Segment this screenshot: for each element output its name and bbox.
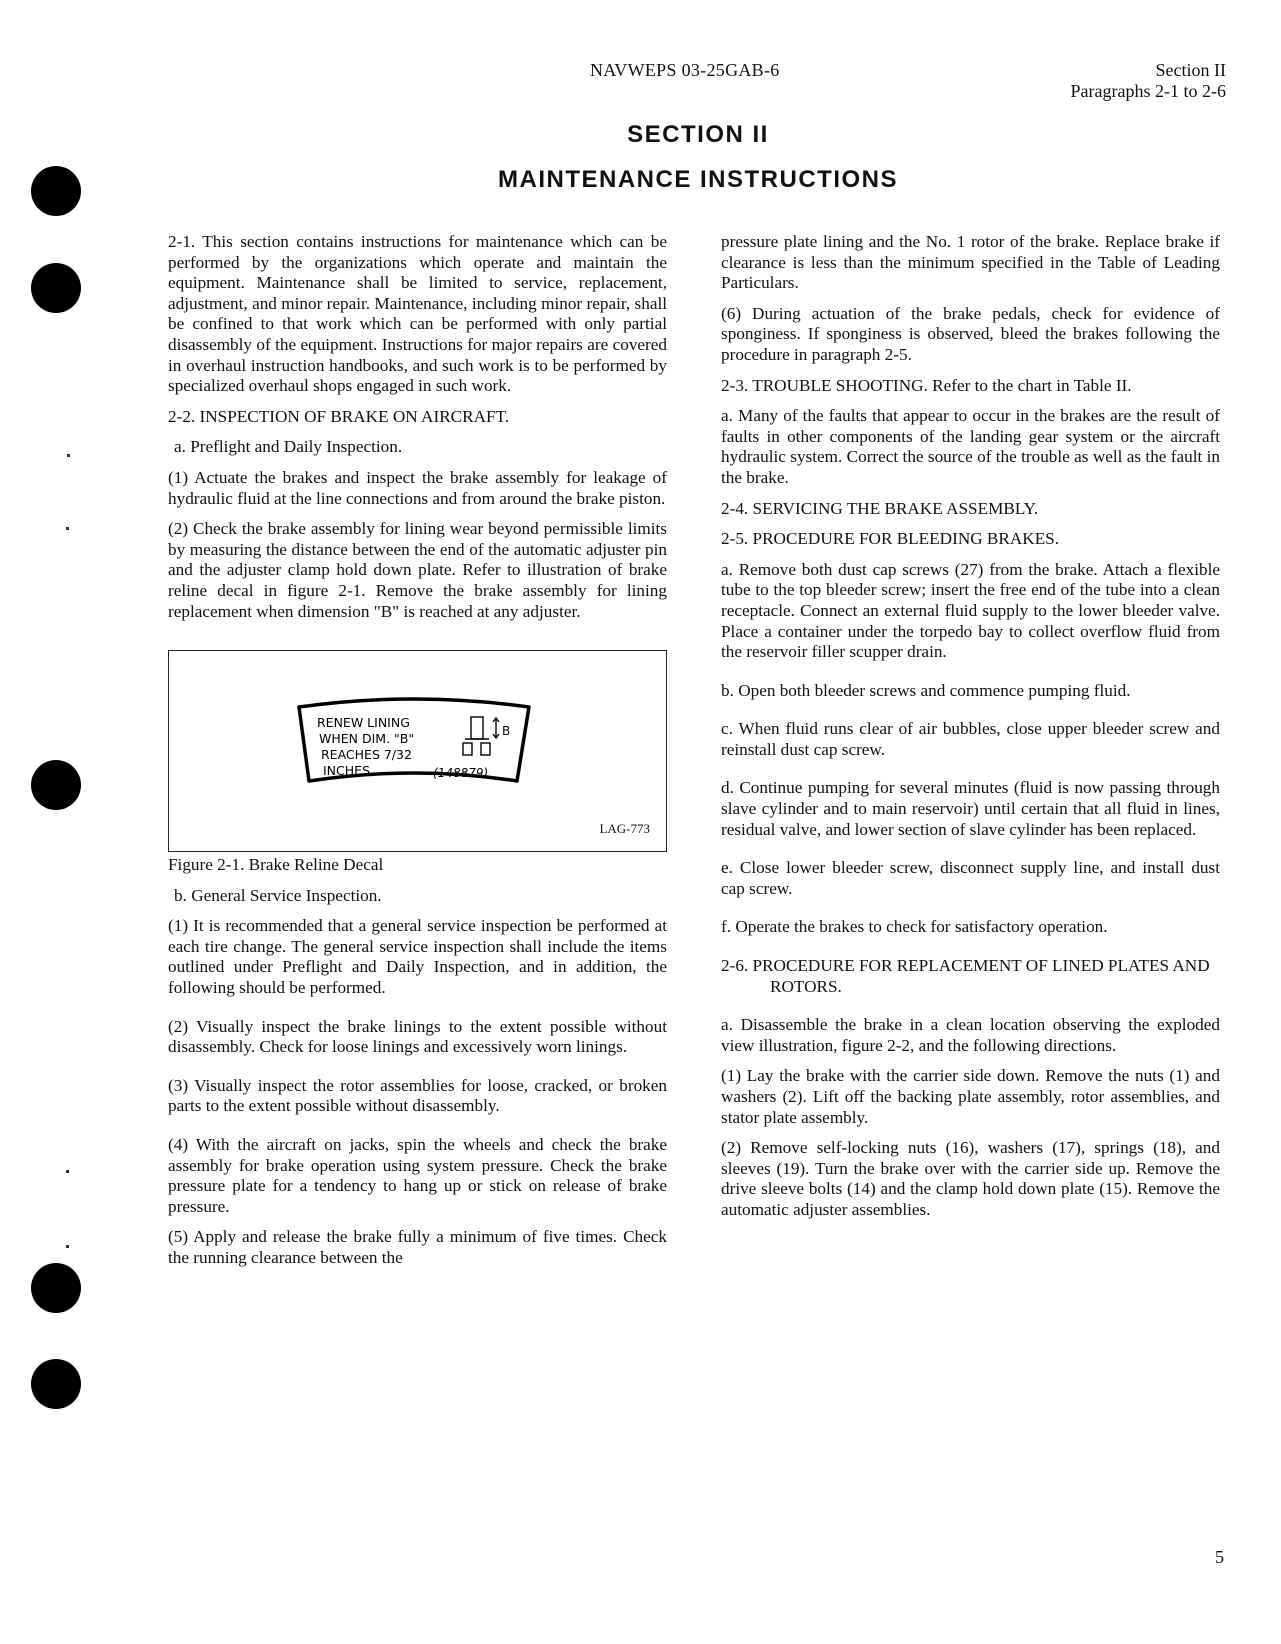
scan-speck xyxy=(66,1170,69,1173)
item-b3: (3) Visually inspect the rotor assemblies for loose, cracked, or broken parts to the extent possible without disassembly. xyxy=(168,1075,667,1116)
right-column xyxy=(721,232,1220,1231)
item-b4: (4) With the aircraft on jacks, spin the wheels and check the brake assembly for brake operation using system pressure. Check the brake pressure plate for a tendency to hang up or stick on release of brake pressure. xyxy=(168,1135,667,1216)
section-subtitle: MAINTENANCE INSTRUCTIONS xyxy=(498,166,898,193)
scan-speck xyxy=(66,527,69,530)
paragraph-2-5a: a. Remove both dust cap screws (27) from the brake. Attach a flexible tube to the top bleeder screw; insert the free end of the tube into a clean receptacle. Connect an external fluid supply to the lower bleeder valve. Place a container under the torpedo bay to collect overflow fluid from the reservoir filler scupper drain. xyxy=(721,559,1220,662)
paragraph-2-5d: d. Continue pumping for several minutes (fluid is now passing through slave cylinder and to main reservoir) until certain that all fluid in lines, residual valve, and lower section of slave cylinder has been replaced. xyxy=(721,778,1220,839)
section-reference xyxy=(1071,60,1226,102)
paragraph-2-1: 2-1. This section contains instructions for maintenance which can be performed by the organizations which operate and maintain the equipment. Maintenance shall be limited to service, replacement, adjustment, and minor repair. Maintenance, including minor repair, shall be confined to that work which can be performed with only partial disassembly of the equipment. Instructions for major repairs are covered in overhaul instruction handbooks, and such work is to be performed by specialized overhaul shops engaged in such work. xyxy=(168,232,667,396)
paragraph-2-5c: c. When fluid runs clear of air bubbles, close upper bleeder screw and reinstall dust cap screw. xyxy=(721,719,1220,759)
section-title: SECTION II xyxy=(627,121,769,148)
paragraph-2-3a: a. Many of the faults that appear to occur in the brakes are the result of faults in other components of the landing gear system or the aircraft hydraulic system. Correct the source of the trouble as well as the fault in the brake. xyxy=(721,406,1220,487)
item-b1: (1) It is recommended that a general service inspection be performed at each tire change. The general service inspection shall include the items outlined under Preflight and Daily Inspection, and in addition, the following should be performed. xyxy=(168,916,667,998)
binder-hole-lower xyxy=(31,1263,81,1313)
figure-caption: Figure 2-1. Brake Reline Decal xyxy=(168,855,384,875)
decal-line-3: REACHES 7/32 xyxy=(321,747,412,763)
page-number: 5 xyxy=(1215,1547,1224,1567)
brake-reline-decal xyxy=(289,697,539,793)
binder-hole-bottom xyxy=(31,1359,81,1409)
item-b5: (5) Apply and release the brake fully a minimum of five times. Check the running clearance between the xyxy=(168,1227,667,1267)
section-label: Section II xyxy=(1155,60,1226,80)
item-b2: (2) Visually inspect the brake linings to the extent possible without disassembly. Check for loose linings and excessively worn linings. xyxy=(168,1016,667,1057)
heading-2-6: 2-6. PROCEDURE FOR REPLACEMENT OF LINED PLATES AND ROTORS. xyxy=(721,956,1210,996)
paragraph-2-6a2: (2) Remove self-locking nuts (16), washers (17), springs (18), and sleeves (19). Turn the brake over with the carrier side up. Remove the drive sleeve bolts (14) and the clamp hold down plate (15). Remove the automatic adjuster assemblies. xyxy=(721,1138,1220,1219)
paragraph-2-5f: f. Operate the brakes to check for satisfactory operation. xyxy=(721,917,1108,937)
figure-2-1 xyxy=(168,650,667,852)
paragraph-2-3: 2-3. TROUBLE SHOOTING. Refer to the chart in Table II. xyxy=(721,375,1132,395)
decal-line-1: RENEW LINING xyxy=(317,715,410,731)
paragraph-2-6a1: (1) Lay the brake with the carrier side down. Remove the nuts (1) and washers (2). Lift off the backing plate assembly, rotor assemblies, and stator plate assembly. xyxy=(721,1066,1220,1127)
document-id: NAVWEPS 03-25GAB-6 xyxy=(590,60,780,80)
heading-2-2: 2-2. INSPECTION OF BRAKE ON AIRCRAFT. xyxy=(168,406,510,426)
item-a-heading: a. Preflight and Daily Inspection. xyxy=(174,437,403,457)
binder-hole-middle xyxy=(31,760,81,810)
paragraphs-label: Paragraphs 2-1 to 2-6 xyxy=(1070,81,1226,101)
item-a1: (1) Actuate the brakes and inspect the brake assembly for leakage of hydraulic fluid at the line connections and from around the brake piston. xyxy=(168,467,667,508)
binder-hole-upper xyxy=(31,263,81,313)
scan-speck xyxy=(67,454,70,457)
item-b6: (6) During actuation of the brake pedals, check for evidence of sponginess. If sponginess is observed, bleed the brakes following the procedure in paragraph 2-5. xyxy=(721,303,1220,364)
decal-part-number: (148879) xyxy=(433,766,489,781)
figure-code: LAG-773 xyxy=(599,820,650,836)
item-b-heading: b. General Service Inspection. xyxy=(174,885,382,905)
left-column xyxy=(168,232,667,1279)
heading-2-4: 2-4. SERVICING THE BRAKE ASSEMBLY. xyxy=(721,498,1039,518)
item-b5-continued: pressure plate lining and the No. 1 rotor of the brake. Replace brake if clearance is less than the minimum specified in the Table of Leading Particulars. xyxy=(721,232,1220,293)
decal-line-2: WHEN DIM. "B" xyxy=(319,731,415,747)
decal-dimension-label: B xyxy=(502,724,511,739)
paragraph-2-5e: e. Close lower bleeder screw, disconnect supply line, and install dust cap screw. xyxy=(721,858,1220,898)
paragraph-2-5b: b. Open both bleeder screws and commence pumping fluid. xyxy=(721,680,1131,700)
scan-speck xyxy=(66,1245,69,1248)
heading-2-5: 2-5. PROCEDURE FOR BLEEDING BRAKES. xyxy=(721,529,1060,549)
decal-line-4: INCHES. xyxy=(323,763,374,779)
item-a2: (2) Check the brake assembly for lining wear beyond permissible limits by measuring the distance between the end of the automatic adjuster pin and the adjuster clamp hold down plate. Refer to illustration of brake reline decal in figure 2-1. Remove the brake assembly for lining replacement when dimension "B" is reached at any adjuster. xyxy=(168,519,667,621)
paragraph-2-6a: a. Disassemble the brake in a clean location observing the exploded view illustration, figure 2-2, and the following directions. xyxy=(721,1015,1220,1055)
